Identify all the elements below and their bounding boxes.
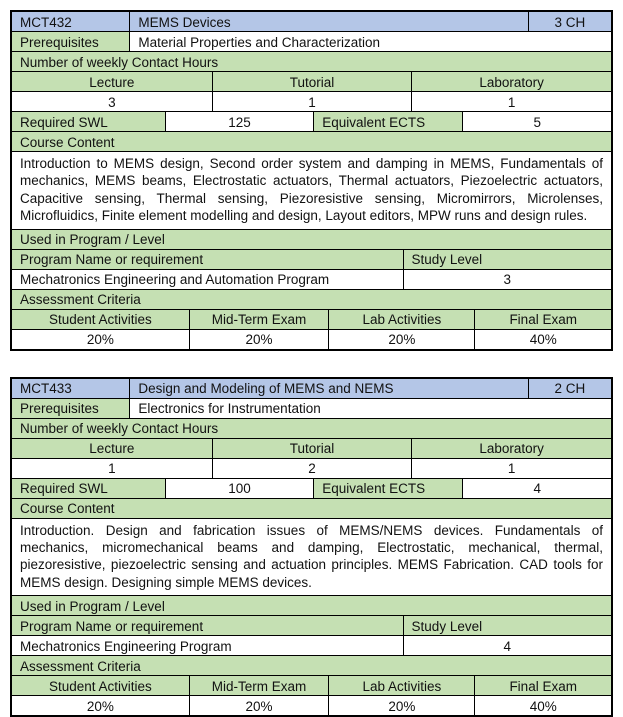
assessment-header-row bbox=[12, 309, 611, 329]
prerequisites-value: Electronics for Instrumentation bbox=[129, 399, 611, 418]
final-exam-value: 40% bbox=[474, 330, 611, 349]
program-header-row bbox=[12, 615, 611, 635]
required-swl-value: 100 bbox=[165, 479, 314, 498]
program-name-value: Mechatronics Engineering and Automation Program bbox=[20, 272, 330, 288]
required-swl-value: 125 bbox=[165, 112, 314, 131]
assessment-section-header: Assessment Criteria bbox=[12, 656, 611, 675]
course-table-mct433 bbox=[10, 377, 613, 717]
course-content-section-row bbox=[12, 498, 611, 518]
required-swl-label: Required SWL bbox=[12, 112, 165, 131]
equivalent-ects-label: Equivalent ECTS bbox=[313, 112, 462, 131]
prerequisites-row bbox=[12, 398, 611, 418]
used-in-program-section-header: Used in Program / Level bbox=[12, 596, 611, 615]
contact-hours-section-header: Number of weekly Contact Hours bbox=[12, 52, 611, 71]
tutorial-hours-value: 2 bbox=[212, 459, 412, 478]
swl-row bbox=[12, 478, 611, 498]
program-value-row bbox=[12, 635, 611, 655]
student-activities-header: Student Activities bbox=[12, 676, 189, 695]
tutorial-column-header: Tutorial bbox=[212, 72, 412, 91]
study-level-header: Study Level bbox=[403, 250, 611, 269]
laboratory-hours-value: 1 bbox=[411, 92, 611, 111]
course-header-row bbox=[12, 379, 611, 398]
prerequisites-label: Prerequisites bbox=[12, 32, 129, 51]
equivalent-ects-value: 4 bbox=[462, 479, 611, 498]
laboratory-column-header: Laboratory bbox=[411, 72, 611, 91]
course-content-text: Introduction to MEMS design, Second order system and damping in MEMS, Fundamentals of mechanics, MEMS beams, Electrostatic actuators, Thermal actuators, Piezoelectric actuators, Capacitive sensing, Thermal sensing, Piezoresistive sensing, Micromirrors, Microlenses, Microfluidics, Finite element modelling and design, Layout editors, MPW runs and design rules. bbox=[20, 156, 603, 224]
program-value-row bbox=[12, 269, 611, 289]
used-in-program-section-row bbox=[12, 229, 611, 249]
study-level-value: 3 bbox=[403, 270, 611, 289]
midterm-exam-header: Mid-Term Exam bbox=[189, 676, 329, 695]
final-exam-header: Final Exam bbox=[474, 310, 611, 329]
student-activities-value: 20% bbox=[86, 698, 114, 714]
assessment-section-row bbox=[12, 289, 611, 309]
course-title: Design and Modeling of MEMS and NEMS bbox=[129, 379, 527, 398]
contact-hours-value-row bbox=[12, 91, 611, 111]
required-swl-label: Required SWL bbox=[12, 479, 165, 498]
contact-hours-value-row bbox=[12, 458, 611, 478]
program-name-header: Program Name or requirement bbox=[12, 250, 403, 269]
assessment-value-row bbox=[12, 695, 611, 715]
lecture-column-header: Lecture bbox=[12, 439, 212, 458]
course-content-text: Introduction. Design and fabrication issues of MEMS/NEMS devices. Fundamentals of mechanics, micromechanical beams and damping, Electrostatic, mechanical, thermal, piezoresistive, piezoelectric sensing and actuation principles. MEMS Fabrication. CAD tools for MEMS design. Designing simple MEMS devices. bbox=[20, 522, 603, 590]
program-header-row bbox=[12, 249, 611, 269]
contact-hours-section-row bbox=[12, 51, 611, 71]
prerequisites-row bbox=[12, 31, 611, 51]
lecture-column-header: Lecture bbox=[12, 72, 212, 91]
contact-hours-header-row bbox=[12, 438, 611, 458]
course-title: MEMS Devices bbox=[129, 12, 527, 31]
lecture-hours-value: 3 bbox=[108, 94, 116, 110]
course-table-mct432 bbox=[10, 10, 613, 351]
course-content-section-header: Course Content bbox=[12, 499, 611, 518]
lab-activities-value: 20% bbox=[328, 696, 474, 715]
course-content-row bbox=[12, 151, 611, 229]
program-name-value: Mechatronics Engineering Program bbox=[20, 638, 232, 654]
lab-activities-value: 20% bbox=[328, 330, 474, 349]
assessment-section-header: Assessment Criteria bbox=[12, 290, 611, 309]
midterm-exam-value: 20% bbox=[189, 330, 329, 349]
tutorial-column-header: Tutorial bbox=[212, 439, 412, 458]
final-exam-header: Final Exam bbox=[474, 676, 611, 695]
midterm-exam-header: Mid-Term Exam bbox=[189, 310, 329, 329]
course-content-row bbox=[12, 518, 611, 596]
assessment-header-row bbox=[12, 675, 611, 695]
tutorial-hours-value: 1 bbox=[212, 92, 412, 111]
lab-activities-header: Lab Activities bbox=[328, 310, 474, 329]
student-activities-value: 20% bbox=[86, 332, 114, 348]
course-header-row bbox=[12, 12, 611, 31]
used-in-program-section-header: Used in Program / Level bbox=[12, 230, 611, 249]
contact-hours-header-row bbox=[12, 71, 611, 91]
course-code: MCT433 bbox=[12, 379, 129, 398]
contact-hours-section-header: Number of weekly Contact Hours bbox=[12, 419, 611, 438]
midterm-exam-value: 20% bbox=[189, 696, 329, 715]
credit-hours-badge: 2 CH bbox=[528, 379, 611, 398]
assessment-section-row bbox=[12, 655, 611, 675]
swl-row bbox=[12, 111, 611, 131]
used-in-program-section-row bbox=[12, 595, 611, 615]
prerequisites-label: Prerequisites bbox=[12, 399, 129, 418]
study-level-value: 4 bbox=[403, 636, 611, 655]
laboratory-hours-value: 1 bbox=[411, 459, 611, 478]
lecture-hours-value: 1 bbox=[108, 461, 116, 477]
course-content-section-row bbox=[12, 131, 611, 151]
course-code: MCT432 bbox=[12, 12, 129, 31]
course-content-section-header: Course Content bbox=[12, 132, 611, 151]
study-level-header: Study Level bbox=[403, 616, 611, 635]
contact-hours-section-row bbox=[12, 418, 611, 438]
prerequisites-value: Material Properties and Characterization bbox=[129, 32, 611, 51]
equivalent-ects-value: 5 bbox=[462, 112, 611, 131]
lab-activities-header: Lab Activities bbox=[328, 676, 474, 695]
assessment-value-row bbox=[12, 329, 611, 349]
final-exam-value: 40% bbox=[474, 696, 611, 715]
program-name-header: Program Name or requirement bbox=[12, 616, 403, 635]
laboratory-column-header: Laboratory bbox=[411, 439, 611, 458]
student-activities-header: Student Activities bbox=[12, 310, 189, 329]
equivalent-ects-label: Equivalent ECTS bbox=[313, 479, 462, 498]
credit-hours-badge: 3 CH bbox=[528, 12, 611, 31]
